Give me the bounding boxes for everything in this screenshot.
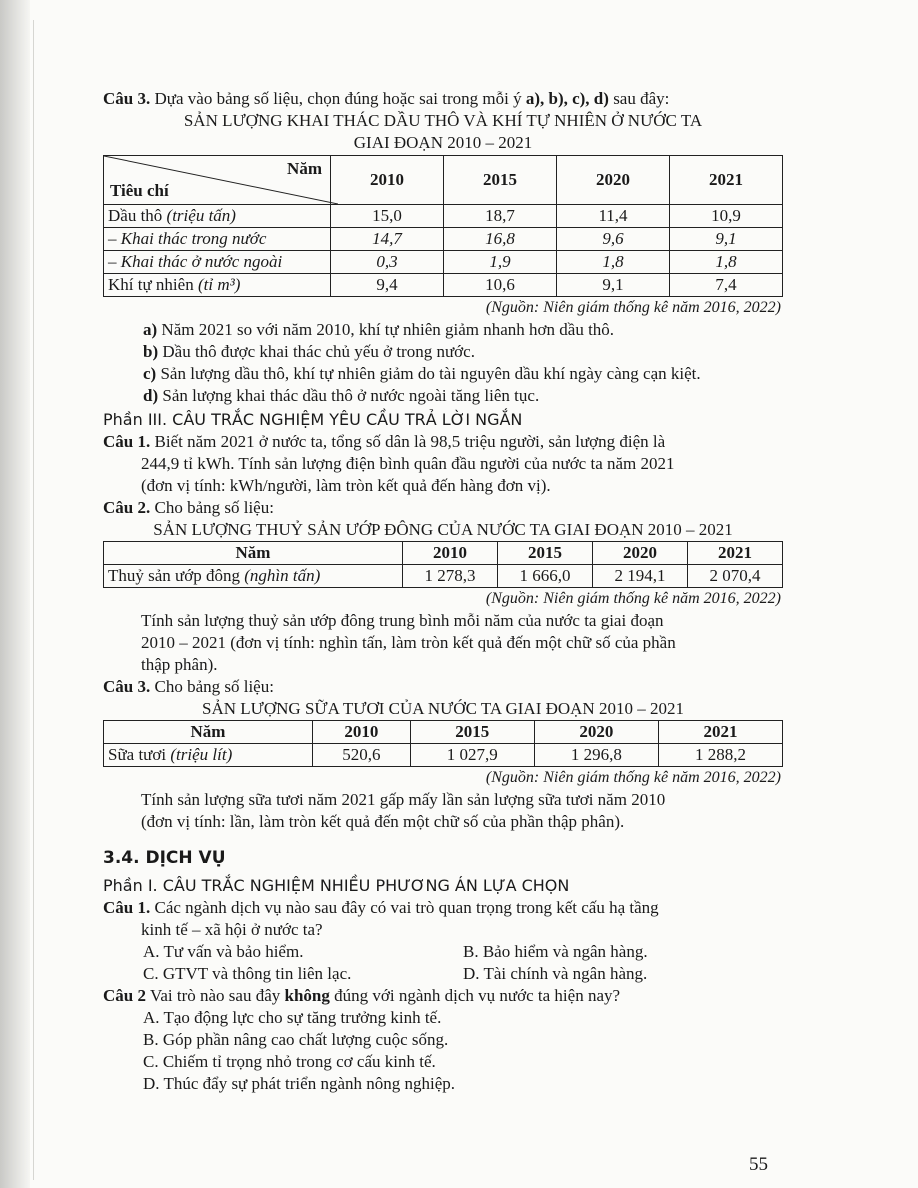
row-label: Thuỷ sản ướp đông (nghìn tấn)	[104, 565, 403, 588]
header-year: Năm	[104, 542, 403, 565]
table-cell: 1,8	[557, 251, 670, 274]
option-c: C. GTVT và thông tin liên lạc.	[143, 964, 352, 983]
question-text: Dựa vào bảng số liệu, chọn đúng hoặc sai trong mỗi ý	[154, 89, 522, 108]
table-title: SẢN LƯỢNG THUỶ SẢN ƯỚP ĐÔNG CỦA NƯỚC TA GIAI ĐOẠN 2010 – 2021	[153, 520, 733, 539]
mc-question-1: Câu 1. Các ngành dịch vụ nào sau đây có vai trò quan trọng trong kết cấu hạ tầng	[103, 898, 659, 917]
year-header: 2020	[557, 156, 670, 205]
option-b: B. Góp phần nâng cao chất lượng cuộc sống.	[143, 1030, 449, 1049]
option-a: A. Tạo động lực cho sự tăng trưởng kinh tế.	[143, 1008, 442, 1027]
book-binding-shadow	[0, 0, 30, 1188]
table-cell: 1,9	[444, 251, 557, 274]
header-year: Năm	[104, 721, 313, 744]
table-cell: 9,4	[331, 274, 444, 297]
table-cell: 11,4	[557, 205, 670, 228]
year-header: 2010	[313, 721, 411, 744]
table-cell: 9,1	[670, 228, 783, 251]
section-heading: 3.4. DỊCH VỤ	[103, 848, 226, 868]
year-header: 2021	[658, 721, 782, 744]
option-b: B. Bảo hiểm và ngân hàng.	[463, 942, 648, 961]
mc-question-2: Câu 2 Vai trò nào sau đây không đúng với ngành dịch vụ nước ta hiện nay?	[103, 986, 621, 1005]
part3-question-3: Câu 3. Cho bảng số liệu:	[103, 677, 274, 696]
table-cell: 520,6	[313, 744, 411, 767]
row-label: Khí tự nhiên (tỉ m³)	[104, 274, 331, 297]
row-label: Sữa tươi (triệu lít)	[104, 744, 313, 767]
part3-question-3-task-line2: (đơn vị tính: lần, làm tròn kết quả đến một chữ số của phần thập phân).	[141, 812, 625, 831]
statement-c: c) Sản lượng dầu thô, khí tự nhiên giảm do tài nguyên dầu khí ngày càng cạn kiệt.	[143, 364, 701, 383]
table-cell: 14,7	[331, 228, 444, 251]
year-header: 2015	[410, 721, 534, 744]
table-header-row	[104, 721, 783, 744]
row-label: Dầu thô (triệu tấn)	[104, 205, 331, 228]
question-text-end: sau đây:	[613, 89, 670, 108]
oil-gas-table	[103, 155, 783, 297]
table-cell: 1 027,9	[410, 744, 534, 767]
binding-edge	[33, 20, 34, 1180]
table-header-row	[104, 542, 783, 565]
year-header: 2021	[670, 156, 783, 205]
question-label: Câu 3.	[103, 89, 151, 108]
table-title-period: GIAI ĐOẠN 2010 – 2021	[353, 133, 533, 152]
year-header: 2015	[498, 542, 593, 565]
table-cell: 1,8	[670, 251, 783, 274]
fresh-milk-table	[103, 720, 783, 767]
table-cell: 9,1	[557, 274, 670, 297]
table-cell: 16,8	[444, 228, 557, 251]
table-cell: 1 666,0	[498, 565, 593, 588]
page-number: 55	[749, 1154, 768, 1175]
row-label: – Khai thác trong nước	[104, 228, 331, 251]
year-header: 2020	[534, 721, 658, 744]
table-cell: 1 296,8	[534, 744, 658, 767]
table-cell: 1 288,2	[658, 744, 782, 767]
table-cell: 15,0	[331, 205, 444, 228]
table-row	[104, 251, 783, 274]
row-label: – Khai thác ở nước ngoài	[104, 251, 331, 274]
part3-question-2: Câu 2. Cho bảng số liệu:	[103, 498, 274, 517]
part3-question-1: Câu 1. Biết năm 2021 ở nước ta, tổng số dân là 98,5 triệu người, sản lượng điện là	[103, 432, 666, 451]
table-title: SẢN LƯỢNG SỮA TƯƠI CỦA NƯỚC TA GIAI ĐOẠN 2010 – 2021	[202, 699, 684, 718]
option-a: A. Tư vấn và bảo hiểm.	[143, 942, 304, 961]
table-row	[104, 228, 783, 251]
table-row	[104, 744, 783, 767]
statement-d: d) Sản lượng khai thác dầu thô ở nước ngoài tăng liên tục.	[143, 386, 540, 405]
table-source: (Nguồn: Niên giám thống kê năm 2016, 2022)	[485, 769, 781, 786]
year-header: 2015	[444, 156, 557, 205]
table-cell: 10,9	[670, 205, 783, 228]
question-3-intro	[103, 88, 783, 110]
year-header: 2010	[331, 156, 444, 205]
header-criteria: Tiêu chí	[110, 181, 169, 200]
statement-b: b) Dầu thô được khai thác chủ yếu ở trong nước.	[143, 342, 475, 361]
question-options-ref: a), b), c), d)	[525, 89, 609, 108]
frozen-seafood-table	[103, 541, 783, 588]
table-row	[104, 274, 783, 297]
year-header: 2021	[688, 542, 783, 565]
option-d: D. Thúc đẩy sự phát triển ngành nông nghiệp.	[143, 1074, 456, 1093]
diagonal-header-cell	[104, 156, 331, 205]
table-row	[104, 565, 783, 588]
table-header-row	[104, 156, 783, 205]
table-cell: 1 278,3	[403, 565, 498, 588]
table-source: (Nguồn: Niên giám thống kê năm 2016, 2022)	[485, 590, 781, 607]
part3-question-2-task-line3: thập phân).	[141, 655, 218, 674]
mc-question-1-line2: kinh tế – xã hội ở nước ta?	[141, 920, 323, 939]
statement-a: a) Năm 2021 so với năm 2010, khí tự nhiên giảm nhanh hơn dầu thô.	[143, 320, 615, 339]
part3-question-3-task: Tính sản lượng sữa tươi năm 2021 gấp mấy lần sản lượng sữa tươi năm 2010	[141, 790, 666, 809]
year-header: 2010	[403, 542, 498, 565]
table-title: SẢN LƯỢNG KHAI THÁC DẦU THÔ VÀ KHÍ TỰ NHIÊN Ở NƯỚC TA	[183, 111, 703, 130]
option-c: C. Chiếm tỉ trọng nhỏ trong cơ cấu kinh tế.	[143, 1052, 436, 1071]
mc-question-1-options-row	[103, 941, 783, 963]
part3-question-1-line2: 244,9 tỉ kWh. Tính sản lượng điện bình quân đầu người của nước ta năm 2021	[141, 454, 675, 473]
table-row	[104, 205, 783, 228]
part3-question-2-task: Tính sản lượng thuỷ sản ướp đông trung bình mỗi năm của nước ta giai đoạn	[141, 611, 664, 630]
part3-question-2-task-line2: 2010 – 2021 (đơn vị tính: nghìn tấn, làm tròn kết quả đến một chữ số của phần	[141, 633, 676, 652]
table-cell: 9,6	[557, 228, 670, 251]
table-source: (Nguồn: Niên giám thống kê năm 2016, 2022)	[485, 299, 781, 316]
table-cell: 0,3	[331, 251, 444, 274]
year-header: 2020	[593, 542, 688, 565]
table-cell: 18,7	[444, 205, 557, 228]
page-content	[103, 88, 783, 1095]
table-cell: 2 194,1	[593, 565, 688, 588]
part-3-heading: Phần III. CÂU TRẮC NGHIỆM YÊU CẦU TRẢ LỜI NGẮN	[103, 410, 523, 429]
header-year: Năm	[287, 159, 322, 178]
table-cell: 10,6	[444, 274, 557, 297]
table-cell: 7,4	[670, 274, 783, 297]
mc-question-1-options-row	[103, 963, 783, 985]
option-d: D. Tài chính và ngân hàng.	[463, 964, 648, 983]
table-cell: 2 070,4	[688, 565, 783, 588]
part3-question-1-line3: (đơn vị tính: kWh/người, làm tròn kết quả đến hàng đơn vị).	[141, 476, 551, 495]
part-1-heading: Phần I. CÂU TRẮC NGHIỆM NHIỀU PHƯƠNG ÁN LỰA CHỌN	[103, 876, 570, 895]
